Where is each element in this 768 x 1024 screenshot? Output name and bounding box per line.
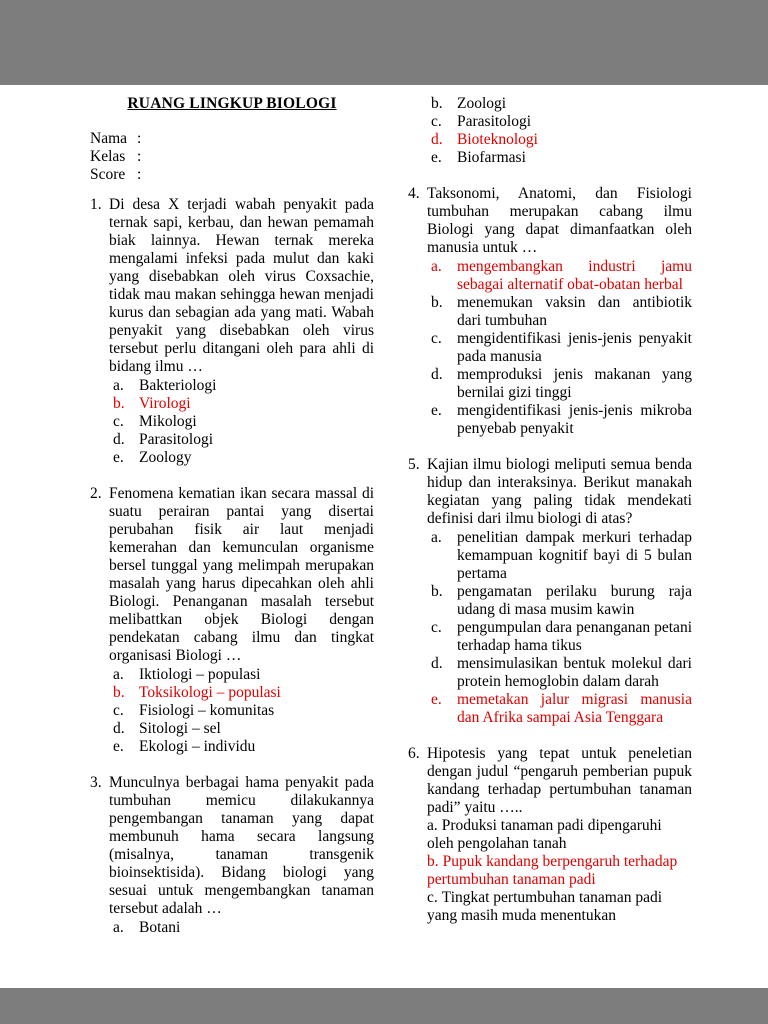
- question-number: 4.: [408, 185, 420, 202]
- option-label: a.: [113, 377, 124, 394]
- option-c: [431, 330, 692, 366]
- option-label: d.: [431, 366, 443, 383]
- right-column: [408, 95, 692, 937]
- field-score: [90, 166, 374, 184]
- option-text: Parasitologi: [457, 113, 532, 130]
- question-2: [90, 485, 374, 756]
- option-b-answer-key: [113, 395, 374, 413]
- option-a-answer-key: [431, 258, 692, 294]
- option-text: Mikologi: [139, 413, 197, 430]
- question-text: Kajian ilmu biologi meliputi semua benda hidup dan interaksinya. Berikut manakah kegiatan yang paling tidak mendekati definisi dari ilmu biologi di atas?: [427, 456, 692, 527]
- option-label: b.: [113, 395, 125, 412]
- option-a: [113, 377, 374, 395]
- option-text: Zoologi: [457, 95, 507, 112]
- option-text: Pupuk kandang berpengaruh terhadap pertumbuhan tanaman padi: [427, 853, 678, 888]
- option-text: pengamatan perilaku burung raja udang di masa musim kawin: [457, 583, 692, 618]
- option-label: d.: [431, 655, 443, 672]
- field-label: Kelas: [90, 148, 126, 165]
- question-number: 6.: [408, 745, 420, 762]
- option-label: c.: [113, 413, 124, 430]
- question-number: 5.: [408, 456, 420, 473]
- left-column: [90, 95, 374, 937]
- question-6: [408, 745, 692, 925]
- option-b-answer-key: [427, 853, 692, 889]
- option-label: b.: [431, 583, 443, 600]
- question-number: 2.: [90, 485, 102, 502]
- question-text: Taksonomi, Anatomi, dan Fisiologi tumbuhan merupakan cabang ilmu Biologi yang dapat dimanfaatkan oleh manusia untuk …: [427, 185, 692, 256]
- option-c: [113, 413, 374, 431]
- option-text: Zoology: [139, 449, 192, 466]
- option-label: e.: [431, 149, 442, 166]
- option-text: Sitologi – sel: [139, 720, 221, 737]
- document-title: RUANG LINGKUP BIOLOGI: [127, 95, 337, 112]
- option-c: [431, 619, 692, 655]
- option-e-answer-key: [431, 691, 692, 727]
- option-text: memetakan jalur migrasi manusia dan Afrika sampai Asia Tenggara: [457, 691, 692, 726]
- option-text: Biofarmasi: [457, 149, 526, 166]
- question-number: 3.: [90, 774, 102, 791]
- option-text: Botani: [139, 919, 181, 936]
- option-e: [113, 449, 374, 467]
- option-label: b.: [431, 95, 443, 112]
- option-text: Bakteriologi: [139, 377, 217, 394]
- field-nama: [90, 130, 374, 148]
- question-1-options: [113, 377, 374, 467]
- option-text: Fisiologi – komunitas: [139, 702, 275, 719]
- option-text: mengidentifikasi jenis-jenis penyakit pada manusia: [457, 330, 692, 365]
- option-e: [113, 738, 374, 756]
- option-label: a.: [427, 817, 438, 834]
- option-text: menemukan vaksin dan antibiotik dari tumbuhan: [457, 294, 692, 329]
- option-label: a.: [113, 666, 124, 683]
- option-text: Ekologi – individu: [139, 738, 256, 755]
- option-b-answer-key: [113, 684, 374, 702]
- question-3-options-part1: [113, 919, 374, 937]
- question-5-options: [431, 529, 692, 727]
- option-label: a.: [431, 529, 442, 546]
- option-c: [427, 889, 692, 925]
- question-text: Munculnya berbagai hama penyakit pada tumbuhan memicu dilakukannya pengembangan tanaman yang dapat membunuh hama secara langsung (misalnya, tanaman transgenik bioinsektisida). Bidang biologi yang sesuai untuk mengembangkan tanaman tersebut adalah …: [109, 774, 374, 917]
- option-c: [431, 113, 692, 131]
- question-text: Hipotesis yang tepat untuk peneletian dengan judul “pengaruh pemberian pupuk kandang terhadap pertumbuhan tanaman padi” yaitu …..: [427, 745, 692, 816]
- option-label: a.: [113, 919, 124, 936]
- option-label: e.: [431, 402, 442, 419]
- option-label: d.: [113, 720, 125, 737]
- option-a: [427, 817, 692, 853]
- question-5-head: [408, 456, 692, 528]
- option-label: c.: [431, 113, 442, 130]
- question-3: [90, 774, 374, 937]
- option-label: b.: [113, 684, 125, 701]
- option-text: penelitian dampak merkuri terhadap kemampuan kognitif bayi di 5 bulan pertama: [457, 529, 692, 582]
- document-page: [0, 85, 768, 988]
- option-text: Virologi: [139, 395, 191, 412]
- option-label: c.: [427, 889, 438, 906]
- question-2-options: [113, 666, 374, 756]
- question-3-options-part2: [431, 95, 692, 167]
- option-text: pengumpulan dara penanganan petani terhadap hama tikus: [457, 619, 692, 654]
- option-label: b.: [427, 853, 439, 870]
- option-d: [431, 366, 692, 402]
- option-text: Produksi tanaman padi dipengaruhi oleh pengolahan tanah: [427, 817, 662, 852]
- option-c: [113, 702, 374, 720]
- option-a: [431, 529, 692, 583]
- option-text: mensimulasikan bentuk molekul dari protein hemoglobin dalam darah: [457, 655, 692, 690]
- question-1: [90, 196, 374, 467]
- field-colon: :: [137, 166, 142, 183]
- option-label: c.: [431, 619, 442, 636]
- option-text: Tingkat pertumbuhan tanaman padi yang masih muda menentukan: [427, 889, 663, 924]
- option-label: e.: [113, 738, 124, 755]
- question-5: [408, 456, 692, 727]
- option-text: memproduksi jenis makanan yang bernilai gizi tinggi: [457, 366, 692, 401]
- question-text: Fenomena kematian ikan secara massal di suatu perairan pantai yang disertai perubahan fisik air laut menjadi kemerahan dan kemunculan organisme bersel tunggal yang melimpah merupakan masalah yang harus dipecahkan oleh ahli Biologi. Penanganan masalah tersebut melibattkan objek Biologi dengan pendekatan cabang ilmu dan tingkat organisasi Biologi …: [109, 485, 374, 664]
- question-1-head: [90, 196, 374, 376]
- option-text: Iktiologi – populasi: [139, 666, 261, 683]
- field-kelas: [90, 148, 374, 166]
- question-number: 1.: [90, 196, 102, 213]
- option-b: [431, 95, 692, 113]
- option-text: Toksikologi – populasi: [139, 684, 281, 701]
- option-label: c.: [431, 330, 442, 347]
- field-colon: :: [137, 130, 142, 147]
- option-d: [113, 720, 374, 738]
- option-d-answer-key: [431, 131, 692, 149]
- option-label: a.: [431, 258, 442, 275]
- option-label: d.: [113, 431, 125, 448]
- option-label: e.: [431, 691, 442, 708]
- field-colon: :: [137, 148, 142, 165]
- option-d: [113, 431, 374, 449]
- option-e: [431, 402, 692, 438]
- question-6-options: [427, 817, 692, 925]
- option-text: Parasitologi: [139, 431, 214, 448]
- option-text: Bioteknologi: [457, 131, 538, 148]
- field-label: Score: [90, 166, 126, 183]
- option-label: d.: [431, 131, 443, 148]
- option-b: [431, 583, 692, 619]
- option-a: [113, 666, 374, 684]
- option-text: mengembangkan industri jamu sebagai alternatif obat-obatan herbal: [457, 258, 692, 293]
- question-3-head: [90, 774, 374, 918]
- student-info-fields: [90, 130, 374, 184]
- question-4-options: [431, 258, 692, 438]
- option-e: [431, 149, 692, 167]
- question-text: Di desa X terjadi wabah penyakit pada ternak sapi, kerbau, dan hewan pemamah biak lainnya. Hewan ternak mereka mengalami infeksi pada mulut dan kaki yang disebabkan oleh virus Coxsachie, tidak mau makan sehingga hewan menjadi kurus dan sebagian ada yang mati. Wabah penyakit yang disebabkan oleh virus tersebut perlu ditangani oleh para ahli di bidang ilmu …: [109, 196, 374, 375]
- option-label: b.: [431, 294, 443, 311]
- question-6-head: [408, 745, 692, 817]
- two-column-layout: [90, 95, 692, 937]
- option-label: e.: [113, 449, 124, 466]
- option-d: [431, 655, 692, 691]
- question-4-head: [408, 185, 692, 257]
- field-label: Nama: [90, 130, 128, 147]
- question-4: [408, 185, 692, 438]
- option-a: [113, 919, 374, 937]
- option-text: mengidentifikasi jenis-jenis mikroba penyebab penyakit: [457, 402, 692, 437]
- option-b: [431, 294, 692, 330]
- question-2-head: [90, 485, 374, 665]
- option-label: c.: [113, 702, 124, 719]
